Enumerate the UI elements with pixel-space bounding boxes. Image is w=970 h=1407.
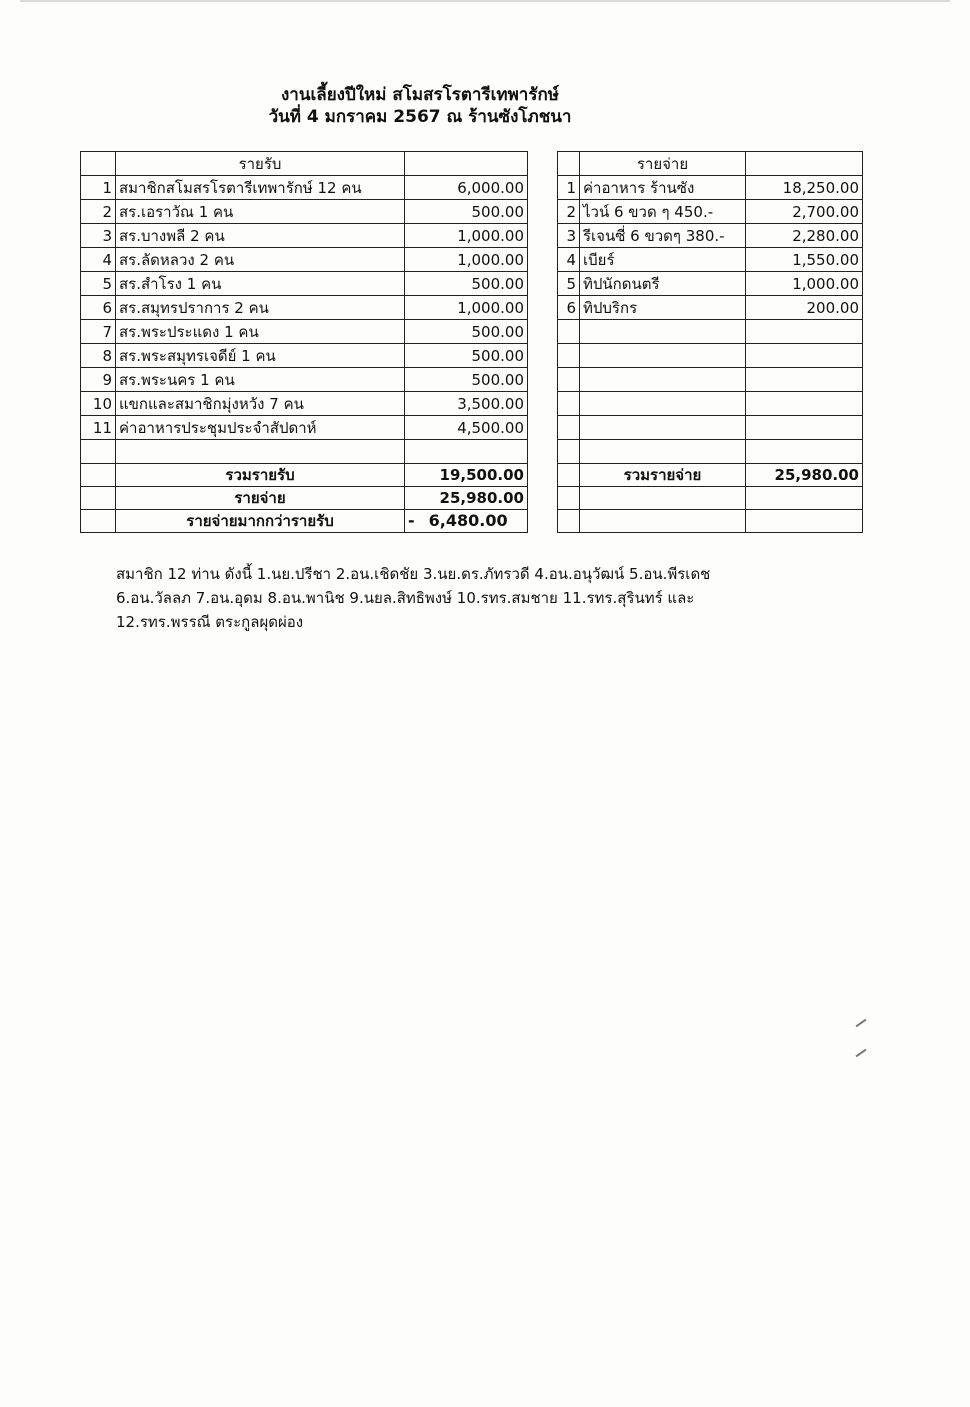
income-amount: 1,000.00 (405, 248, 528, 272)
gap-cell (528, 487, 558, 510)
expense-item: เบียร์ (580, 248, 746, 272)
blank-cell (558, 440, 580, 464)
blank-cell (580, 510, 746, 533)
expense-no: 3 (558, 224, 580, 248)
gap-cell (528, 416, 558, 440)
income-item: สร.พระนคร 1 คน (116, 368, 405, 392)
expense-item: ไวน์ 6 ขวด ๆ 450.- (580, 200, 746, 224)
gap-cell (528, 464, 558, 487)
expense-amount: 1,000.00 (746, 272, 863, 296)
blank-cell (81, 152, 116, 176)
blank-cell (746, 368, 863, 392)
scan-edge (20, 0, 950, 2)
table-row (81, 416, 863, 440)
page-title: งานเลี้ยงปีใหม่ สโมสรโรตารีเทพารักษ์ (281, 85, 559, 105)
expense-item: ทิปบริกร (580, 296, 746, 320)
expense-row-value: 25,980.00 (405, 487, 528, 510)
blank-cell (81, 487, 116, 510)
income-item: ค่าอาหารประชุมประจำสัปดาห์ (116, 416, 405, 440)
income-no: 10 (81, 392, 116, 416)
table-row (81, 320, 863, 344)
income-item: สร.บางพลี 2 คน (116, 224, 405, 248)
blank-cell (558, 344, 580, 368)
income-no: 3 (81, 224, 116, 248)
scan-mark (856, 1049, 867, 1058)
difference-amount: 6,480.00 (428, 511, 508, 530)
gap-cell (528, 152, 558, 176)
blank-cell (558, 416, 580, 440)
difference-label: รายจ่ายมากกว่ารายรับ (116, 510, 405, 533)
income-item: สร.ลัดหลวง 2 คน (116, 248, 405, 272)
expense-amount: 200.00 (746, 296, 863, 320)
table-row (81, 440, 863, 464)
blank-cell (746, 320, 863, 344)
expense-amount: 18,250.00 (746, 176, 863, 200)
table-row (81, 248, 863, 272)
page-subtitle: วันที่ 4 มกราคม 2567 ณ ร้านซังโภชนา (268, 107, 572, 127)
gap-cell (528, 176, 558, 200)
income-item: สร.สำโรง 1 คน (116, 272, 405, 296)
income-no: 8 (81, 344, 116, 368)
blank-cell (558, 368, 580, 392)
gap-cell (528, 368, 558, 392)
blank-cell (81, 510, 116, 533)
income-total-value: 19,500.00 (405, 464, 528, 487)
blank-cell (558, 510, 580, 533)
table-row (81, 344, 863, 368)
income-amount: 4,500.00 (405, 416, 528, 440)
blank-cell (580, 392, 746, 416)
blank-cell (746, 344, 863, 368)
income-no: 5 (81, 272, 116, 296)
income-amount: 1,000.00 (405, 296, 528, 320)
income-amount: 1,000.00 (405, 224, 528, 248)
blank-cell (558, 320, 580, 344)
blank-cell (580, 344, 746, 368)
table-row (81, 272, 863, 296)
blank-cell (580, 440, 746, 464)
gap-cell (528, 200, 558, 224)
table-row (81, 224, 863, 248)
ledger-table (80, 151, 863, 533)
income-item: สร.พระสมุทรเจดีย์ 1 คน (116, 344, 405, 368)
gap-cell (528, 296, 558, 320)
income-header: รายรับ (116, 152, 405, 176)
income-no: 6 (81, 296, 116, 320)
blank-cell (746, 487, 863, 510)
income-item: สมาชิกสโมสรโรตารีเทพารักษ์ 12 คน (116, 176, 405, 200)
income-total-label: รวมรายรับ (116, 464, 405, 487)
income-amount: 3,500.00 (405, 392, 528, 416)
income-no: 9 (81, 368, 116, 392)
table-row (81, 392, 863, 416)
table-row (81, 296, 863, 320)
note-line: 12.รทร.พรรณี ตระกูลผุดผ่อง (116, 613, 304, 631)
income-amount: 500.00 (405, 368, 528, 392)
note-line: 6.อน.วัลลภ 7.อน.อุดม 8.อน.พานิช 9.นยล.สิทธิพงษ์ 10.รทร.สมชาย 11.รทร.สุรินทร์ และ (116, 589, 695, 607)
blank-cell (81, 440, 116, 464)
expense-total-value: 25,980.00 (746, 464, 863, 487)
header-row (81, 152, 863, 176)
blank-cell (580, 487, 746, 510)
income-item: สร.พระประแดง 1 คน (116, 320, 405, 344)
blank-cell (405, 152, 528, 176)
blank-cell (558, 152, 580, 176)
income-item: สร.เอราวัณ 1 คน (116, 200, 405, 224)
gap-cell (528, 510, 558, 533)
blank-cell (558, 487, 580, 510)
scan-mark (856, 1019, 867, 1028)
member-note (116, 562, 816, 634)
expense-no: 4 (558, 248, 580, 272)
income-amount: 6,000.00 (405, 176, 528, 200)
income-no: 2 (81, 200, 116, 224)
gap-cell (528, 440, 558, 464)
blank-cell (580, 368, 746, 392)
gap-cell (528, 344, 558, 368)
expense-amount: 1,550.00 (746, 248, 863, 272)
blank-cell (746, 416, 863, 440)
blank-cell (746, 510, 863, 533)
expense-amount: 2,280.00 (746, 224, 863, 248)
table-row (81, 200, 863, 224)
expense-item: ค่าอาหาร ร้านซัง (580, 176, 746, 200)
blank-cell (81, 464, 116, 487)
expense-total-label: รวมรายจ่าย (580, 464, 746, 487)
blank-cell (746, 152, 863, 176)
expense-item: ทิปนักดนตรี (580, 272, 746, 296)
expense-no: 2 (558, 200, 580, 224)
income-amount: 500.00 (405, 344, 528, 368)
gap-cell (528, 392, 558, 416)
blank-cell (116, 440, 405, 464)
income-amount: 500.00 (405, 272, 528, 296)
blank-cell (558, 464, 580, 487)
blank-cell (746, 440, 863, 464)
blank-cell (405, 440, 528, 464)
gap-cell (528, 272, 558, 296)
income-no: 1 (81, 176, 116, 200)
difference-sign: - (408, 511, 415, 530)
expense-summary-row (81, 487, 863, 510)
income-amount: 500.00 (405, 320, 528, 344)
income-no: 7 (81, 320, 116, 344)
table-row (81, 176, 863, 200)
expense-amount: 2,700.00 (746, 200, 863, 224)
expense-header: รายจ่าย (580, 152, 746, 176)
income-item: สร.สมุทรปราการ 2 คน (116, 296, 405, 320)
gap-cell (528, 320, 558, 344)
expense-no: 6 (558, 296, 580, 320)
difference-row (81, 510, 863, 533)
gap-cell (528, 224, 558, 248)
blank-cell (746, 392, 863, 416)
blank-cell (558, 392, 580, 416)
income-no: 4 (81, 248, 116, 272)
blank-cell (580, 320, 746, 344)
table-row (81, 368, 863, 392)
income-total-row (81, 464, 863, 487)
income-item: แขกและสมาชิกมุ่งหวัง 7 คน (116, 392, 405, 416)
gap-cell (528, 248, 558, 272)
expense-row-label: รายจ่าย (116, 487, 405, 510)
note-line: สมาชิก 12 ท่าน ดังนี้ 1.นย.ปรีชา 2.อน.เชิดชัย 3.นย.ดร.ภัทรวดี 4.อน.อนุวัฒน์ 5.อน.พีรเดช (116, 565, 711, 583)
expense-no: 5 (558, 272, 580, 296)
difference-value (405, 510, 528, 533)
blank-cell (580, 416, 746, 440)
expense-no: 1 (558, 176, 580, 200)
income-amount: 500.00 (405, 200, 528, 224)
income-no: 11 (81, 416, 116, 440)
expense-item: รีเจนซี่ 6 ขวดๆ 380.- (580, 224, 746, 248)
